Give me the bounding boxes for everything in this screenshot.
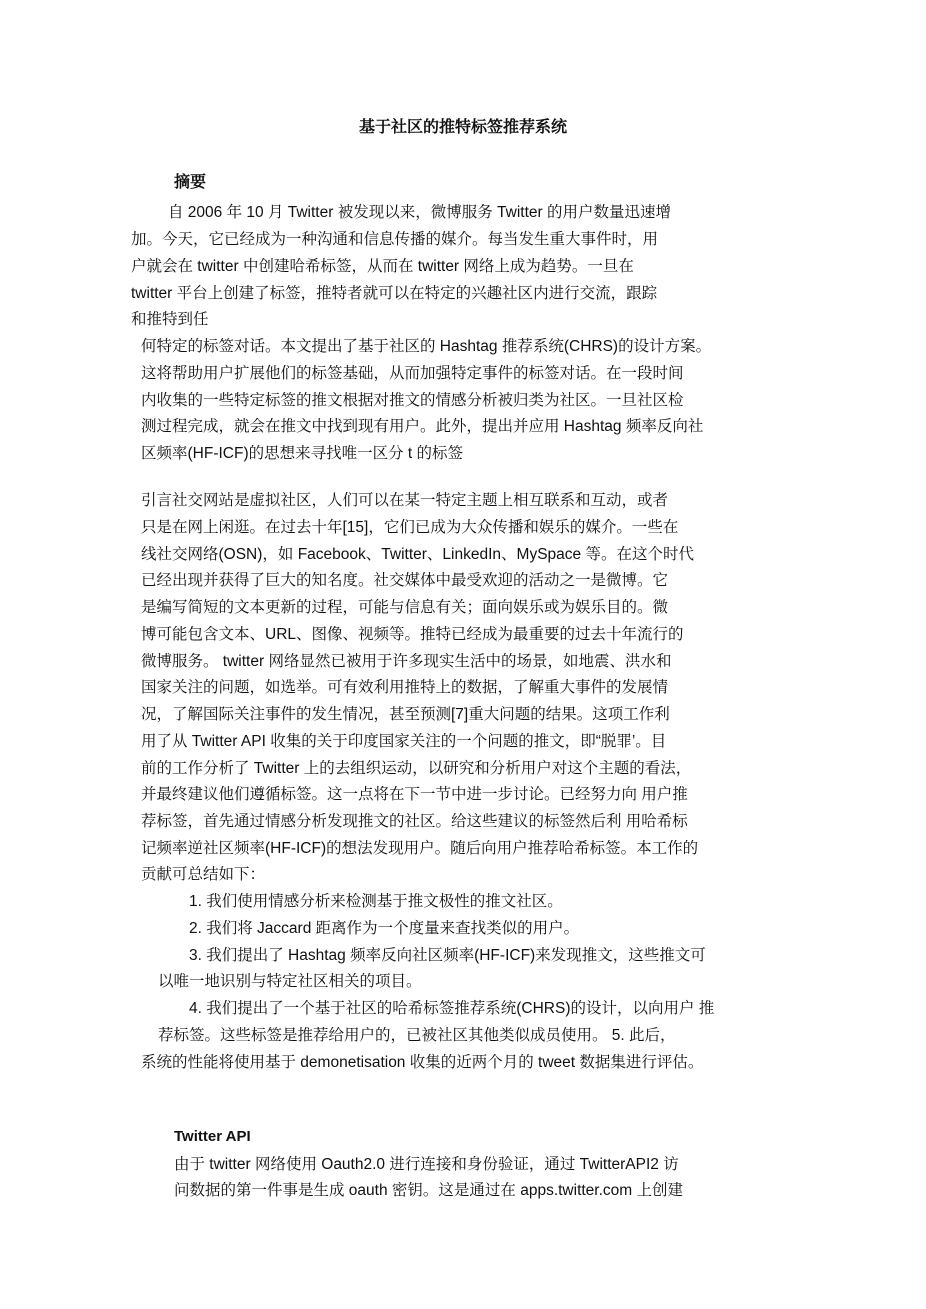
intro-line: 微博服务。 twitter 网络显然已被用于许多现实生活中的场景，如地震、洪水和: [141, 653, 672, 670]
intro-line: 并最终建议他们遵循标签。这一点将在下一节中进一步讨论。已经努力向 用户推: [141, 786, 688, 803]
intro-line: 前的工作分析了 Twitter 上的去组织运动，以研究和分析用户对这个主题的看法，: [141, 760, 692, 777]
contribution-item: 3. 我们提出了 Hashtag 频率反向社区频率(HF-ICF)来发现推文，这些推文可: [189, 947, 706, 964]
abstract-line: 和推特到任: [131, 311, 209, 328]
intro-line: 国家关注的问题，如选举。可有效利用推特上的数据，了解重大事件的发展情: [141, 679, 669, 696]
document-title: 基于社区的推特标签推荐系统: [358, 119, 567, 136]
intro-line: 系统的性能将使用基于 demonetisation 收集的近两个月的 tweet 数据集进行评估。: [141, 1054, 704, 1071]
abstract-heading: 摘要: [174, 174, 207, 191]
intro-line: 只是在网上闲逛。在过去十年[15]，它们已成为大众传播和娱乐的媒介。一些在: [141, 519, 679, 536]
intro-line: 用了从 Twitter API 收集的关于印度国家关注的一个问题的推文，即“脱罪’。目: [141, 733, 667, 750]
abstract-line: 内收集的一些特定标签的推文根据对推文的情感分析被归类为社区。一旦社区检: [141, 392, 684, 409]
intro-line: 荐标签，首先通过情感分析发现推文的社区。给这些建议的标签然后利 用哈希标: [141, 813, 688, 830]
abstract-line: 测过程完成，就会在推文中找到现有用户。此外，提出并应用 Hashtag 频率反向社: [141, 418, 704, 435]
twitter-api-heading: Twitter API: [174, 1128, 251, 1145]
contribution-item: 2. 我们将 Jaccard 距离作为一个度量来查找类似的用户。: [189, 920, 580, 937]
intro-line: 贡献可总结如下：: [141, 866, 266, 883]
abstract-line: 何特定的标签对话。本文提出了基于社区的 Hashtag 推荐系统(CHRS)的设计方案。: [141, 338, 712, 355]
intro-line: 博可能包含文本、URL、图像、视频等。推特已经成为最重要的过去十年流行的: [141, 626, 684, 643]
abstract-line: 区频率(HF-ICF)的思想来寻找唯一区分 t 的标签: [141, 445, 464, 462]
contribution-item: 以唯一地识别与特定社区相关的项目。: [158, 973, 422, 990]
intro-line: 已经出现并获得了巨大的知名度。社交媒体中最受欢迎的活动之一是微博。它: [141, 572, 669, 589]
twitter-api-line: 问数据的第一件事是生成 oauth 密钥。这是通过在 apps.twitter.com 上创建: [174, 1182, 684, 1199]
abstract-line: 加。今天，它已经成为一种沟通和信息传播的媒介。每当发生重大事件时，用: [131, 231, 659, 248]
abstract-line: 户就会在 twitter 中创建哈希标签，从而在 twitter 网络上成为趋势。一旦在: [131, 258, 634, 275]
intro-line: 况，了解国际关注事件的发生情况，甚至预测[7]重大问题的结果。这项工作利: [141, 706, 670, 723]
abstract-line: 这将帮助用户扩展他们的标签基础，从而加强特定事件的标签对话。在一段时间: [141, 365, 684, 382]
contribution-item: 荐标签。这些标签是推荐给用户的，已被社区其他类似成员使用。 5. 此后，: [158, 1027, 676, 1044]
contribution-item: 1. 我们使用情感分析来检测基于推文极性的推文社区。: [189, 893, 563, 910]
twitter-api-line: 由于 twitter 网络使用 Oauth2.0 进行连接和身份验证，通过 TwitterAPI2 访: [174, 1156, 679, 1173]
contribution-item: 4. 我们提出了一个基于社区的哈希标签推荐系统(CHRS)的设计，以向用户 推: [189, 1000, 715, 1017]
abstract-line: twitter 平台上创建了标签，推特者就可以在特定的兴趣社区内进行交流，跟踪: [131, 285, 658, 302]
intro-line: 线社交网络(OSN)，如 Facebook、Twitter、LinkedIn、MySpace 等。在这个时代: [141, 546, 694, 563]
intro-line: 是编写简短的文本更新的过程，可能与信息有关；面向娱乐或为娱乐目的。微: [141, 599, 669, 616]
intro-line: 引言社交网站是虚拟社区，人们可以在某一特定主题上相互联系和互动，或者: [141, 492, 669, 509]
abstract-line: 自 2006 年 10 月 Twitter 被发现以来，微博服务 Twitter 的用户数量迅速增: [168, 204, 671, 221]
intro-line: 记频率逆社区频率(HF-ICF)的想法发现用户。随后向用户推荐哈希标签。本工作的: [141, 840, 699, 857]
